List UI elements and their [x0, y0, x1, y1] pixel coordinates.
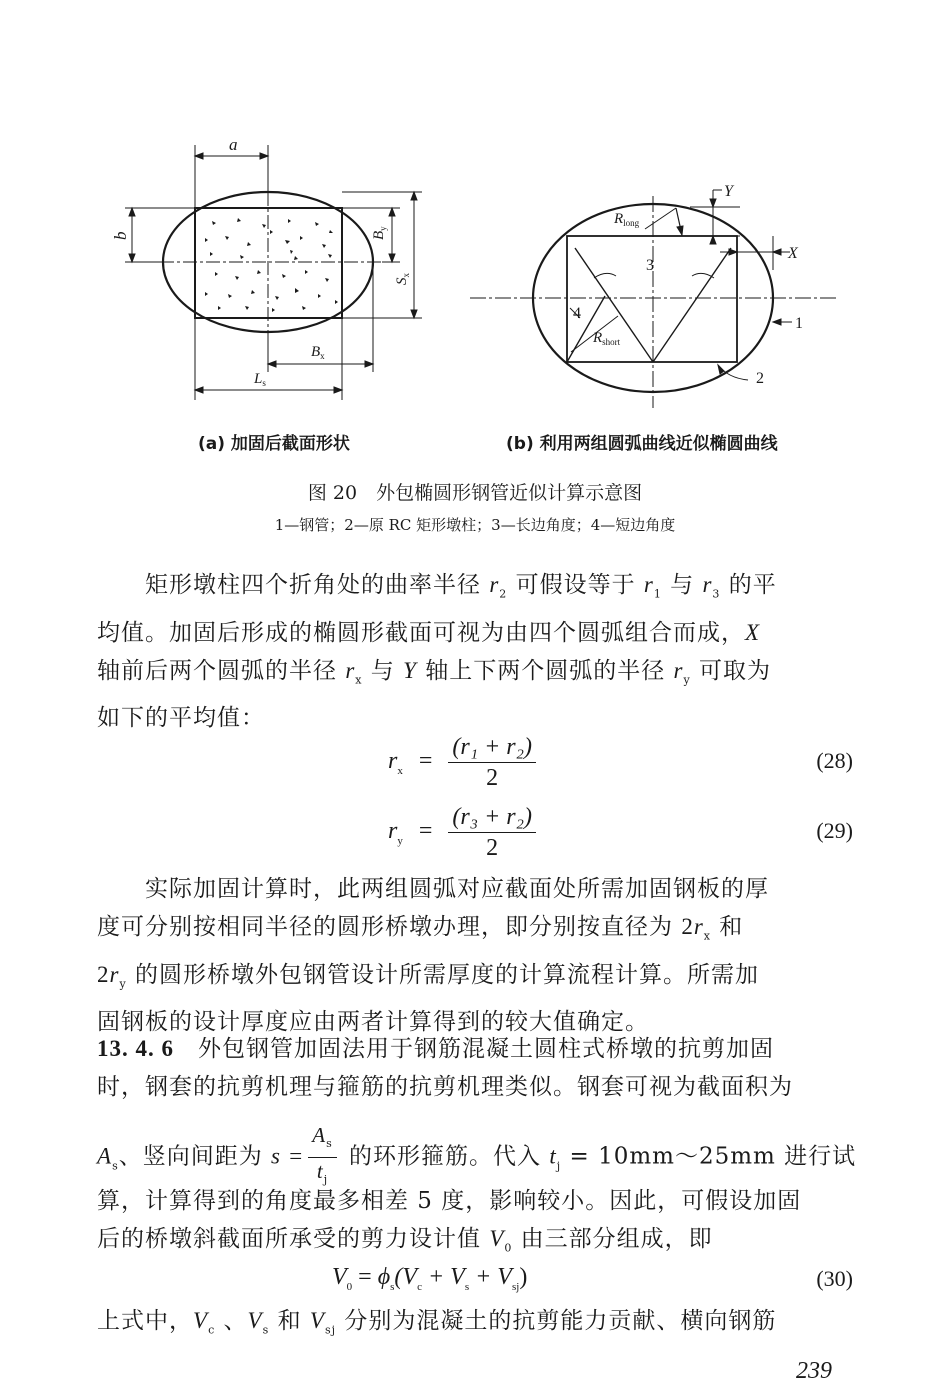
figure-title: 图 20 外包椭圆形钢管近似计算示意图: [307, 482, 643, 504]
eq28-numerator: (r₁ + r₂): [448, 732, 536, 763]
eq28-lhs-sub: x: [397, 764, 403, 777]
var-r: r: [489, 572, 500, 597]
p1-text: 与: [661, 572, 703, 598]
var-v: V: [193, 1308, 209, 1333]
p2-two: 2: [681, 914, 694, 939]
sub: s: [464, 1280, 470, 1293]
sub: 2: [499, 587, 508, 601]
r-long-label: R: [614, 211, 624, 227]
eq28-lhs: r: [388, 748, 398, 775]
sub: sj: [324, 1323, 337, 1337]
eq30-term: (V: [394, 1264, 418, 1290]
callout-1: 1: [795, 315, 803, 332]
sub: s: [326, 1137, 333, 1151]
svg-text:Bx: [311, 344, 325, 361]
eq30-v: V: [332, 1264, 347, 1290]
frac-den: t: [316, 1159, 324, 1184]
p1-text: 如下的平均值：: [97, 705, 265, 732]
p2-text: 的圆形桥墩外包钢管设计所需厚度的计算流程计算。所需加: [126, 961, 759, 988]
eq30-term: + V: [421, 1264, 465, 1290]
page-number: 239: [796, 1358, 832, 1384]
p4-text: 上式中，: [97, 1308, 193, 1334]
equation-29: $r_y$ = $\frac{\text{(r₃ + r₂)}}{2}$: [388, 802, 536, 863]
diagram-a-section-shape: [125, 145, 422, 400]
sub: y: [683, 673, 691, 687]
p3-text: 算，计算得到的角度最多相差 5 度，影响较小。因此，可假设加固: [97, 1188, 802, 1214]
svg-text:Rlong: [613, 211, 640, 228]
axis-label-x: X: [788, 245, 798, 262]
p1-text: 可取为: [690, 657, 772, 684]
p1-text: 均值。加固后形成的椭圆形截面可视为由四个圆弧组合而成，: [97, 619, 745, 646]
section-number: 13. 4. 6: [97, 1036, 174, 1061]
section-13-4-6-cont: [97, 1182, 857, 1268]
p3-text: = 10mm～25mm 进行试: [561, 1143, 857, 1170]
sub: y: [119, 977, 127, 991]
p2-text: 实际加固计算时，此两组圆弧对应截面处所需加固钢板的厚: [145, 876, 769, 902]
figure-20-diagram: [0, 0, 950, 470]
p1-text: 轴上下两个圆弧的半径: [416, 657, 674, 684]
p4-text: 和: [269, 1308, 310, 1334]
var-r: r: [109, 961, 120, 987]
eq29-denominator: 2: [486, 835, 499, 861]
diagram-b-arc-approximation: [470, 190, 838, 408]
sub: x: [703, 929, 711, 943]
svg-text:By: [371, 226, 388, 240]
r-long-sub: long: [623, 218, 640, 228]
p1-text: 与: [362, 657, 404, 684]
dim-label-b: b: [111, 231, 130, 240]
p1-text: 可假设等于: [507, 572, 644, 598]
var-v0: V: [489, 1226, 505, 1251]
var-r: r: [673, 657, 684, 683]
dim-label-by: B: [371, 230, 387, 240]
eq29-numerator: (r₃ + r₂): [448, 802, 536, 833]
equation-30-number: (30): [816, 1266, 853, 1291]
equation-28: $r_x$ = $\frac{\text{(r₁ + r₂)}}{2}$: [388, 732, 536, 793]
p2-text: 和: [710, 914, 744, 940]
var-r: r: [643, 572, 654, 597]
p1-text: 矩形墩柱四个折角处的曲率半径: [145, 572, 490, 598]
dim-label-bx-sub: x: [320, 351, 325, 361]
equation-30: [332, 1264, 527, 1293]
sub: 0: [504, 1241, 513, 1255]
sub: 0: [346, 1280, 353, 1293]
diagram-b-labels: [573, 183, 803, 387]
eq30-close: ): [519, 1264, 528, 1290]
var-as: A: [97, 1143, 113, 1169]
caption-a: (a) 加固后截面形状: [198, 434, 350, 454]
axis-label-y: Y: [724, 183, 733, 200]
svg-text:Sx: [394, 273, 411, 286]
eq30-equals: =: [352, 1264, 378, 1290]
var-y-axis: Y: [403, 657, 417, 683]
equation-29-number: (29): [816, 818, 853, 843]
var-v: V: [247, 1308, 263, 1333]
svg-text:Rshort: [592, 330, 621, 347]
section-13-4-6: [97, 1030, 857, 1106]
dim-label-bx: B: [311, 344, 321, 360]
callout-4: 4: [573, 305, 581, 322]
dim-label-by-sub: y: [378, 226, 388, 231]
sub: 3: [712, 587, 721, 601]
frac-num: A: [312, 1123, 327, 1147]
p2-text: 固钢板的设计厚度应由两者计算得到的较大值确定。: [97, 1009, 649, 1036]
sub: j: [556, 1159, 562, 1173]
figure-legend: 1—钢管；2—原 RC 矩形墩柱；3—长边角度；4—短边角度: [274, 516, 676, 534]
p1-text: 的平: [720, 572, 777, 598]
eq30-term: + V: [469, 1264, 512, 1290]
dim-label-ls: L: [254, 371, 263, 387]
p4-text: 、: [215, 1308, 248, 1334]
p3-text: 外包钢管加固法用于钢筋混凝土圆柱式桥墩的抗剪加固: [174, 1036, 774, 1062]
sub: x: [355, 673, 363, 687]
dim-label-sx-sub: x: [401, 273, 411, 278]
sub: sj: [511, 1280, 520, 1293]
var-r: r: [702, 572, 713, 597]
p2-text: 度可分别按相同半径的圆形桥墩办理，即分别按直径为: [97, 914, 682, 940]
p3-text: 、竖向间距为: [118, 1143, 272, 1170]
paragraph-calculation: [97, 870, 857, 1041]
sub: j: [323, 1173, 329, 1187]
equation-28-number: (28): [816, 748, 853, 773]
svg-text:Ls: [253, 371, 266, 388]
paragraph-shear-terms: [97, 1302, 857, 1350]
p3-text: 由三部分组成，即: [512, 1226, 713, 1252]
callout-3: 3: [646, 257, 654, 274]
var-r: r: [693, 914, 704, 939]
var-tj: t: [549, 1143, 557, 1169]
sub: c: [208, 1323, 216, 1337]
dim-label-sx: S: [394, 277, 410, 285]
p2-two: 2: [97, 961, 110, 987]
dim-label-ls-sub: s: [262, 378, 266, 388]
eq29-lhs: r: [388, 818, 398, 845]
caption-b: (b) 利用两组圆弧曲线近似椭圆曲线: [506, 434, 778, 454]
eq28-denominator: 2: [486, 765, 499, 791]
sub: c: [417, 1280, 422, 1293]
sub: s: [262, 1323, 270, 1337]
p3-text: 的环形箍筋。代入: [340, 1143, 550, 1170]
r-short-label: R: [593, 330, 603, 346]
callout-2: 2: [756, 370, 764, 387]
paragraph-radius-average: [97, 566, 857, 737]
dim-label-a: a: [229, 135, 238, 154]
p3-text: 后的桥墩斜截面所承受的剪力设计值: [97, 1226, 490, 1252]
eq29-lhs-sub: y: [397, 834, 403, 847]
p1-text: 轴前后两个圆弧的半径: [97, 657, 346, 684]
p4-text: 分别为混凝土的抗剪能力贡献、横向钢筋: [336, 1308, 777, 1334]
eq30-phi: ϕ: [377, 1264, 391, 1290]
var-s-eq: s =: [271, 1143, 305, 1169]
concrete-aggregate-pattern: [205, 218, 338, 312]
var-r: r: [345, 657, 356, 683]
sub: s: [390, 1280, 395, 1293]
var-v: V: [309, 1308, 325, 1333]
p3-text: 时，钢套的抗剪机理与箍筋的抗剪机理类似。钢套可视为截面积为: [97, 1074, 793, 1100]
sub: 1: [653, 587, 662, 601]
sub: s: [112, 1159, 119, 1173]
var-x-axis: X: [745, 619, 761, 645]
r-short-sub: short: [602, 337, 621, 347]
